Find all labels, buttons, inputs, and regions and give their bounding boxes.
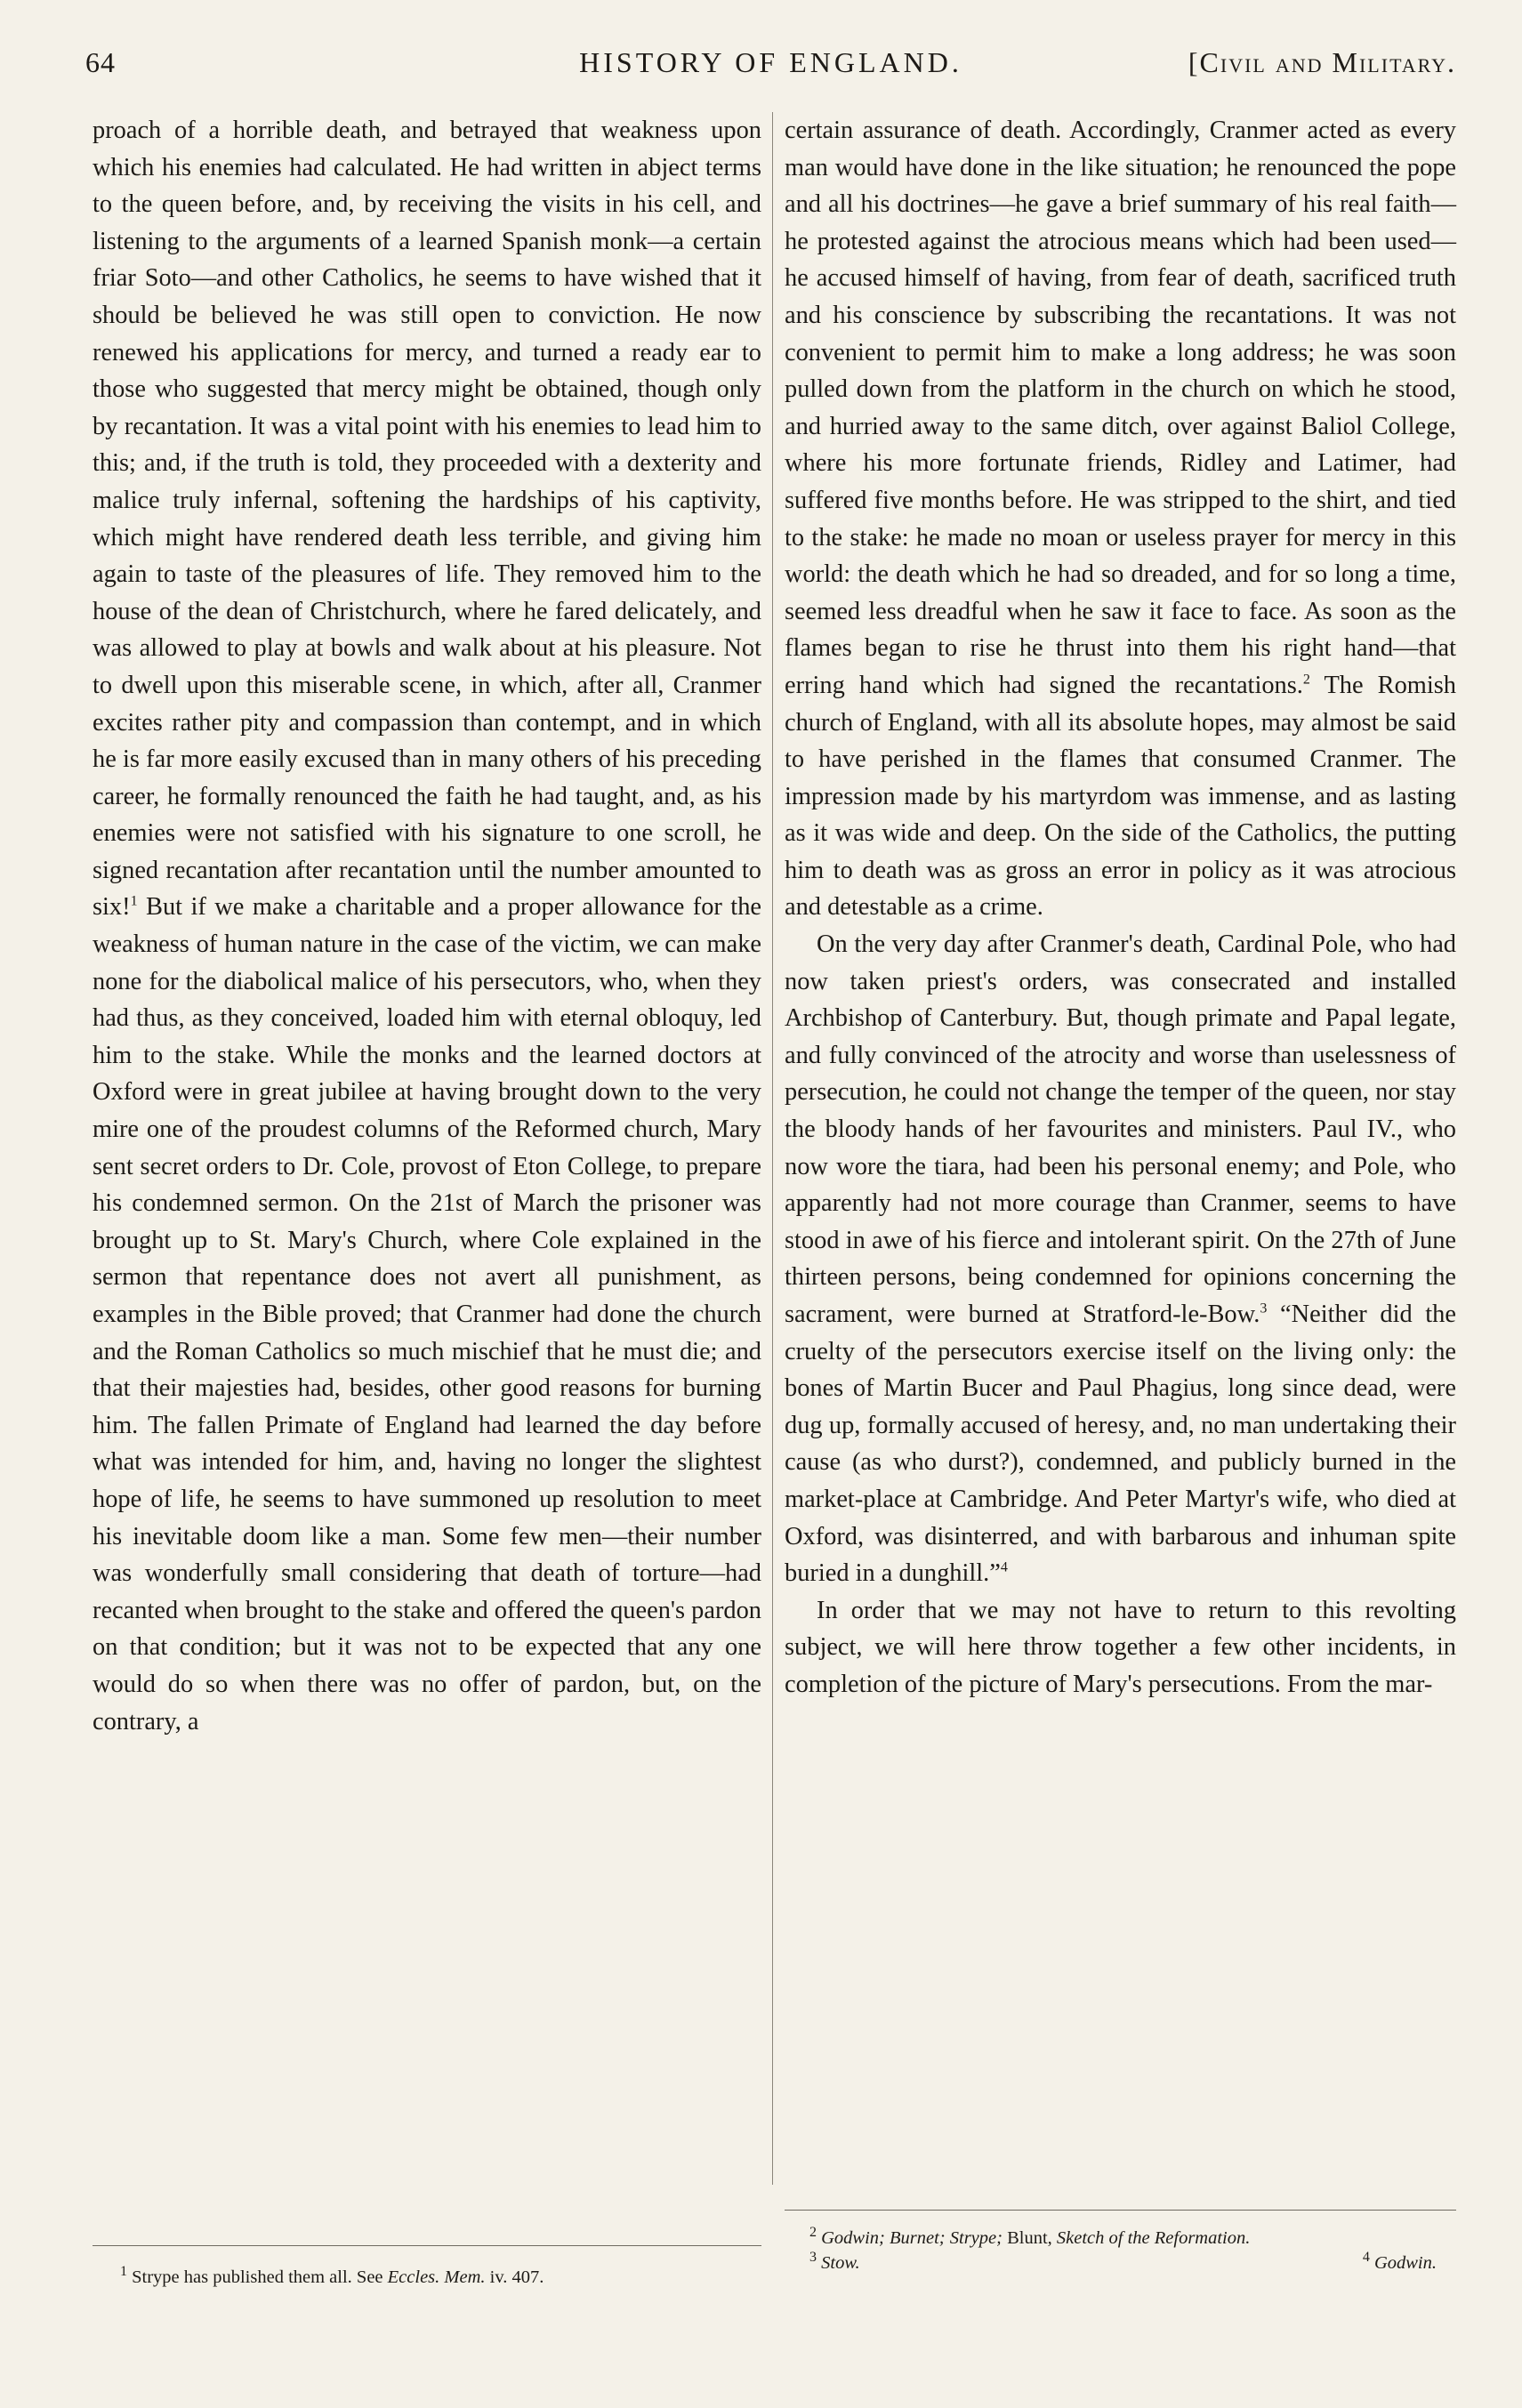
left-column <box>93 112 761 1740</box>
footnote-rule <box>785 2210 1456 2211</box>
paragraph: On the very day after Cranmer's death, Cardinal Pole, who had now taken priest's orders, was consecrated and installed Archbishop of Canterbury. But, though primate and Papal legate, and fully convinced of the atrocity and worse than uselessness of persecution, he could not change the temper of the queen, nor stay the bloody hands of her favourites and ministers. Paul IV., who now wore the tiara, had been his personal enemy; and Pole, who apparently had not more courage than Cranmer, seems to have stood in awe of his fierce and intolerant spirit. On the 27th of June thirteen persons, being condemned for opinions concerning the sacrament, were burned at Stratford-le-Bow.$^3$ “Neither did the cruelty of the persecutors exercise itself on the living only: the bones of Martin Bucer and Paul Phagius, long since dead, were dug up, formally accused of heresy, and, no man undertaking their cause (as who durst?), condemned, and publicly burned in the market-place at Cambridge. And Peter Martyr's wife, who died at Oxford, was disinterred, and with barbarous and inhuman spite buried in a dunghill.”$^4$ <box>785 930 1456 1588</box>
footnote-2: $^2$ Godwin; Burnet; Strype; Blunt, Sketch of the Reformation. <box>809 2225 1251 2248</box>
right-column <box>785 112 1456 1703</box>
running-header <box>85 46 1456 91</box>
footnote-marker: 3 <box>1260 1301 1268 1317</box>
paragraph: In order that we may not have to return to this revolting subject, we will here throw together a few other incidents, in completion of the picture of Mary's persecutions. From the mar- <box>785 1596 1456 1698</box>
paragraph: proach of a horrible death, and betrayed that weakness upon which his enemies had calculated. He had written in abject terms to the queen before, and, by receiving the visits in his cell, and listening to the arguments of a learned Spanish monk—a certain friar Soto—and other Catholics, he seems to have wished that it should be believed he was still open to conviction. He now renewed his applications for mercy, and turned a ready ear to those who suggested that mercy might be obtained, though only by recantation. It was a vital point with his enemies to lead him to this; and, if the truth is told, they proceeded with a dexterity and malice truly infernal, softening the hardships of his captivity, which might have rendered death less terrible, and giving him again to taste of the pleasures of life. They removed him to the house of the dean of Christchurch, where he fared delicately, and was allowed to play at bowls and walk about at his pleasure. Not to dwell upon this miserable scene, in which, after all, Cranmer excites rather pity and compassion than contempt, and in which he is far more easily excused than in many others of his preceding career, he formally renounced the faith he had taught, and, as his enemies were not satisfied with his signature to one scroll, he signed recantation after recantation until the number amounted to six!$^1$ But if we make a charitable and a proper allowance for the weakness of human nature in the case of the victim, we can make none for the diabolical malice of his persecutors, who, when they had thus, as they conceived, loaded him with eternal obloquy, led him to the stake. While the monks and the learned doctors at Oxford were in great jubilee at having brought down to the very mire one of the proudest columns of the Reformed church, Mary sent secret orders to Dr. Cole, provost of Eton College, to prepare his condemned sermon. On the 21st of March the prisoner was brought up to St. Mary's Church, where Cole explained in the sermon that repentance does not avert all punishment, as examples in the Bible proved; that Cranmer had done the church and the Roman Catholics so much mischief that he must die; and that their majesties had, besides, other good reasons for burning him. The fallen Primate of England had learned the day before what was intended for him, and, having no longer the slightest hope of life, he seems to have summoned up resolution to meet his inevitable doom like a man. Some few men—their number was wonderfully small considering that death of torture—had recanted when brought to the stake and offered the queen's pardon on that condition; but it was not to be expected that any one would do so when there was no offer of pardon, but, on the contrary, a <box>93 117 761 1736</box>
column-divider <box>772 112 773 2185</box>
running-title: HISTORY OF ENGLAND. <box>579 46 962 78</box>
footnote-rule <box>93 2245 761 2246</box>
footnote-marker: 1 <box>130 894 138 909</box>
footnote-3: $^3$ Stow. <box>809 2250 860 2273</box>
footnote-marker: 4 <box>1000 1559 1008 1575</box>
footnote-4: $^4$ Godwin. <box>1362 2250 1437 2273</box>
footnote-3-4 <box>809 2251 1454 2275</box>
page-number: 64 <box>85 46 116 78</box>
section-title: [Civil and Military. <box>1188 46 1456 78</box>
footnote-1: $^1$ Strype has published them all. See Eccles. Mem. iv. 407. <box>120 2264 544 2287</box>
footnote-marker: 2 <box>1302 672 1310 688</box>
paragraph: certain assurance of death. Accordingly, Cranmer acted as every man would have done in the like situation; he renounced the pope and all his doctrines—he gave a brief summary of his real faith—he protested against the atrocious means which had been used—he accused himself of having, from fear of death, sacrificed truth and his conscience by subscribing the recantations. It was not convenient to permit him to make a long address; he was soon pulled down from the platform in the church on which he stood, and hurried away to the same ditch, over against Baliol College, where his more fortunate friends, Ridley and Latimer, had suffered five months before. He was stripped to the shirt, and tied to the stake: he made no moan or useless prayer for mercy in this world: the death which he had so dreaded, and for so long a time, seemed less dreadful when he saw it face to face. As soon as the flames began to rise he thrust into them his right hand—that erring hand which had signed the recantations.$^2$ The Romish church of England, with all its absolute hopes, may almost be said to have perished in the flames that consumed Cranmer. The impression made by his martyrdom was immense, and as lasting as it was wide and deep. On the side of the Catholics, the putting him to death was as gross an error in policy as it was atrocious and detestable as a crime. <box>785 117 1456 922</box>
